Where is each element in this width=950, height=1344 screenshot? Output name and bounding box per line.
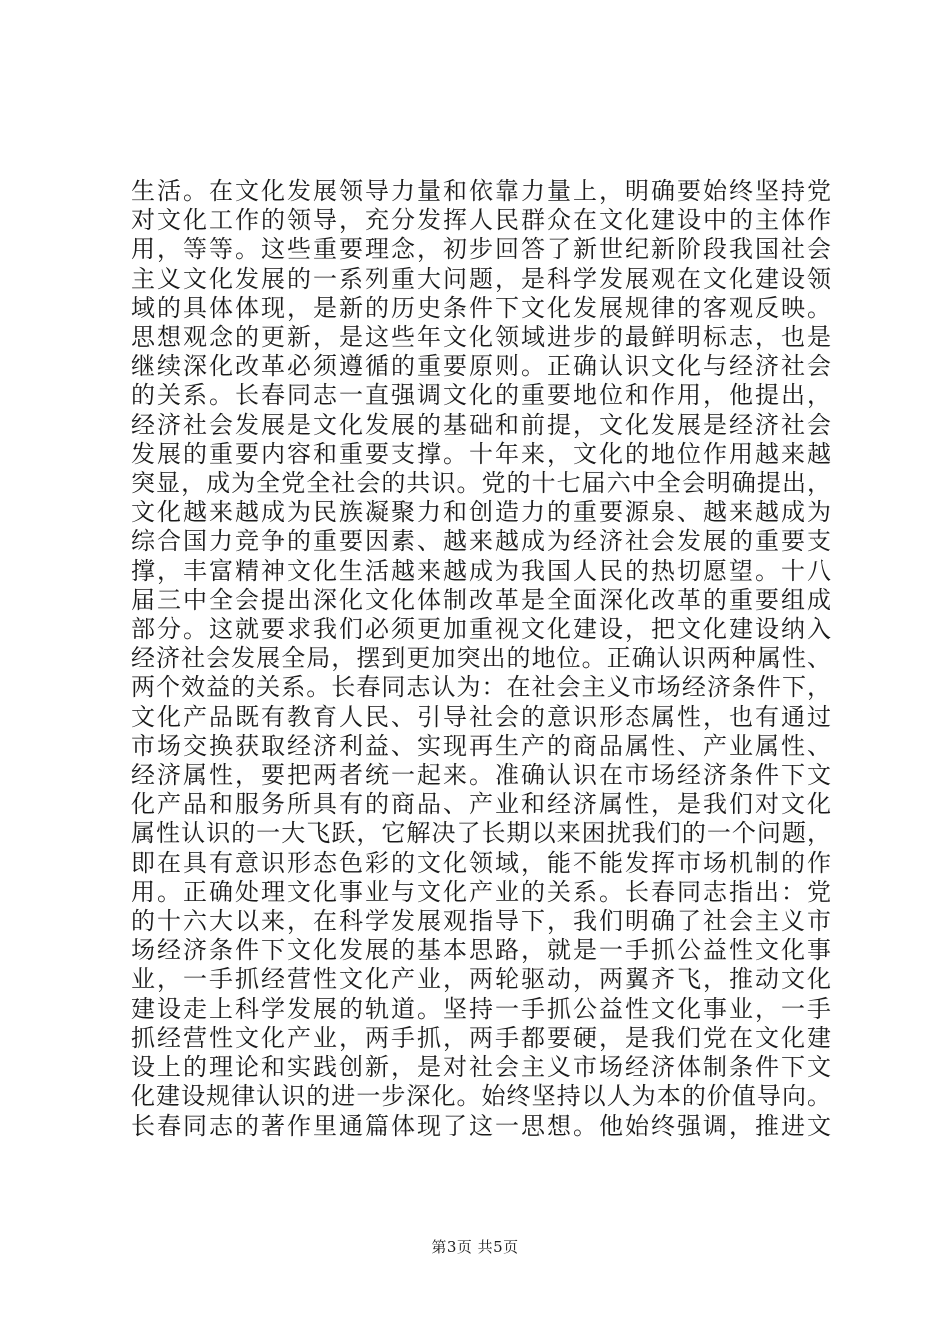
text-line: 业，一手抓经营性文化产业，两轮驱动，两翼齐飞，推动文化 [131, 965, 833, 994]
text-line: 的关系。长春同志一直强调文化的重要地位和作用，他提出， [131, 381, 833, 410]
text-line: 继续深化改革必须遵循的重要原则。正确认识文化与经济社会 [131, 352, 833, 381]
text-line: 生活。在文化发展领导力量和依靠力量上，明确要始终坚持党 [131, 177, 833, 205]
text-line: 部分。这就要求我们必须更加重视文化建设，把文化建设纳入 [131, 615, 833, 644]
text-line: 经济社会发展是文化发展的基础和前提，文化发展是经济社会 [131, 410, 833, 439]
text-line: 思想观念的更新，是这些年文化领域进步的最鲜明标志，也是 [131, 323, 833, 352]
text-line: 用，等等。这些重要理念，初步回答了新世纪新阶段我国社会 [131, 235, 833, 264]
body-paragraph [131, 177, 831, 1141]
text-line: 经济属性，要把两者统一起来。准确认识在市场经济条件下文 [131, 761, 833, 790]
text-line: 的十六大以来，在科学发展观指导下，我们明确了社会主义市 [131, 907, 833, 936]
text-line: 突显，成为全党全社会的共识。党的十七届六中全会明确提出， [131, 469, 833, 498]
text-line: 发展的重要内容和重要支撑。十年来，文化的地位作用越来越 [131, 439, 833, 468]
text-line: 域的具体体现，是新的历史条件下文化发展规律的客观反映。 [131, 293, 833, 322]
text-line: 场经济条件下文化发展的基本思路，就是一手抓公益性文化事 [131, 936, 833, 965]
text-line: 文化越来越成为民族凝聚力和创造力的重要源泉、越来越成为 [131, 498, 833, 527]
text-line: 文化产品既有教育人民、引导社会的意识形态属性，也有通过 [131, 702, 833, 731]
text-line: 抓经营性文化产业，两手抓，两手都要硬，是我们党在文化建 [131, 1023, 833, 1052]
text-line: 建设走上科学发展的轨道。坚持一手抓公益性文化事业，一手 [131, 994, 833, 1023]
text-line: 市场交换获取经济利益、实现再生产的商品属性、产业属性、 [131, 731, 833, 760]
text-line: 综合国力竞争的重要因素、越来越成为经济社会发展的重要支 [131, 527, 833, 556]
text-line: 化建设规律认识的进一步深化。始终坚持以人为本的价值导向。 [131, 1082, 833, 1111]
text-line: 即在具有意识形态色彩的文化领域，能不能发挥市场机制的作 [131, 848, 833, 877]
text-line: 用。正确处理文化事业与文化产业的关系。长春同志指出：党 [131, 877, 833, 906]
text-line: 对文化工作的领导，充分发挥人民群众在文化建设中的主体作 [131, 206, 833, 235]
text-line: 主义文化发展的一系列重大问题，是科学发展观在文化建设领 [131, 264, 833, 293]
text-line: 设上的理论和实践创新，是对社会主义市场经济体制条件下文 [131, 1053, 833, 1082]
page-number-footer: 第3页 共5页 [431, 1238, 519, 1256]
text-line: 经济社会发展全局，摆到更加突出的地位。正确认识两种属性、 [131, 644, 833, 673]
text-line: 长春同志的著作里通篇体现了这一思想。他始终强调，推进文 [131, 1111, 833, 1140]
text-line: 属性认识的一大飞跃，它解决了长期以来困扰我们的一个问题， [131, 819, 833, 848]
text-line: 撑，丰富精神文化生活越来越成为我国人民的热切愿望。十八 [131, 556, 833, 585]
text-line: 两个效益的关系。长春同志认为：在社会主义市场经济条件下， [131, 673, 833, 702]
text-line: 届三中全会提出深化文化体制改革是全面深化改革的重要组成 [131, 585, 833, 614]
text-line: 化产品和服务所具有的商品、产业和经济属性，是我们对文化 [131, 790, 833, 819]
